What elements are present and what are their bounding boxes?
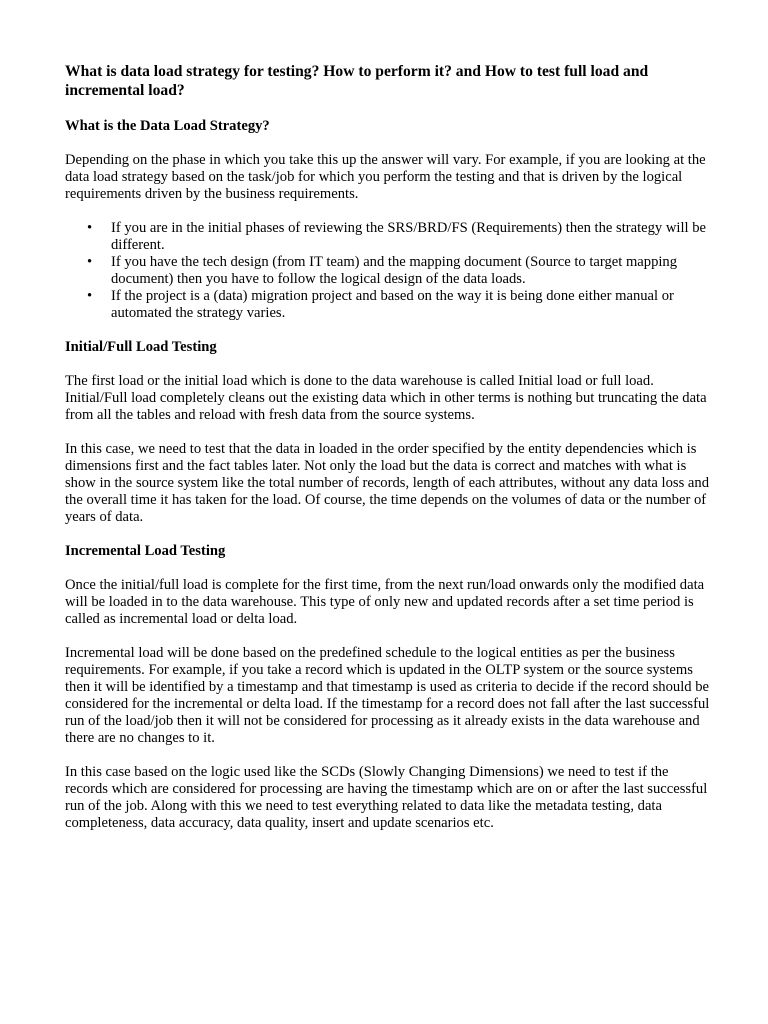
list-item (65, 220, 715, 254)
paragraph-incremental-definition: Once the initial/full load is complete for the first time, from the next run/load onwards only the modified data will be loaded in to the data warehouse. This type of only new and updated records after a set time period is called as incremental load or delta load. (65, 577, 705, 627)
bullet-list (65, 220, 715, 322)
bullet-icon: • (87, 220, 93, 236)
bullet-icon: • (87, 254, 93, 270)
list-item (65, 288, 715, 322)
paragraph-incremental-testing: In this case based on the logic used like the SCDs (Slowly Changing Dimensions) we need to test if the records which are considered for processing are having the timestamp which are on or after the last successful run of the job. Along with this we need to test everything related to data like the metadata testing, data completeness, data accuracy, data quality, insert and update scenarios etc. (65, 764, 708, 831)
section-heading-data-load-strategy: What is the Data Load Strategy? (65, 118, 270, 134)
section-heading-full-load: Initial/Full Load Testing (65, 339, 217, 355)
bullet-icon: • (87, 288, 93, 304)
document-page (65, 62, 715, 849)
list-item-text: If you have the tech design (from IT team) and the mapping document (Source to target mapping document) then you have to follow the logical design of the data loads. (111, 254, 678, 287)
list-item (65, 254, 715, 288)
paragraph-intro: Depending on the phase in which you take this up the answer will vary. For example, if you are looking at the data load strategy based on the task/job for which you perform the testing and that is driven by the logical requirements driven by the business requirements. (65, 152, 706, 202)
list-item-text: If the project is a (data) migration project and based on the way it is being done either manual or automated the strategy varies. (111, 288, 674, 321)
list-item-text: If you are in the initial phases of reviewing the SRS/BRD/FS (Requirements) then the strategy will be different. (111, 220, 706, 253)
section-heading-incremental-load: Incremental Load Testing (65, 543, 226, 559)
document-title: What is data load strategy for testing? How to perform it? and How to test full load and incremental load? (65, 63, 649, 99)
paragraph-full-load-definition: The first load or the initial load which is done to the data warehouse is called Initial load or full load. Initial/Full load completely cleans out the existing data which in other terms is nothing but truncating the data from all the tables and reload with fresh data from the source systems. (65, 373, 707, 423)
paragraph-full-load-testing: In this case, we need to test that the data in loaded in the order specified by the entity dependencies which is dimensions first and the fact tables later. Not only the load but the data is correct and matches with what is show in the source system like the total number of records, length of each attributes, without any data loss and the overall time it has taken for the load. Of course, the time depends on the volumes of data or the number of years of data. (65, 441, 709, 525)
paragraph-incremental-schedule: Incremental load will be done based on the predefined schedule to the logical entities as per the business requirements. For example, if you take a record which is updated in the OLTP system or the source systems then it will be identified by a timestamp and that timestamp is used as criteria to decide if the record should be considered for the incremental or delta load. If the timestamp for a record does not fall after the last successful run of the load/job then it will not be considered for processing as it already exists in the data warehouse and there are no changes to it. (65, 645, 710, 746)
